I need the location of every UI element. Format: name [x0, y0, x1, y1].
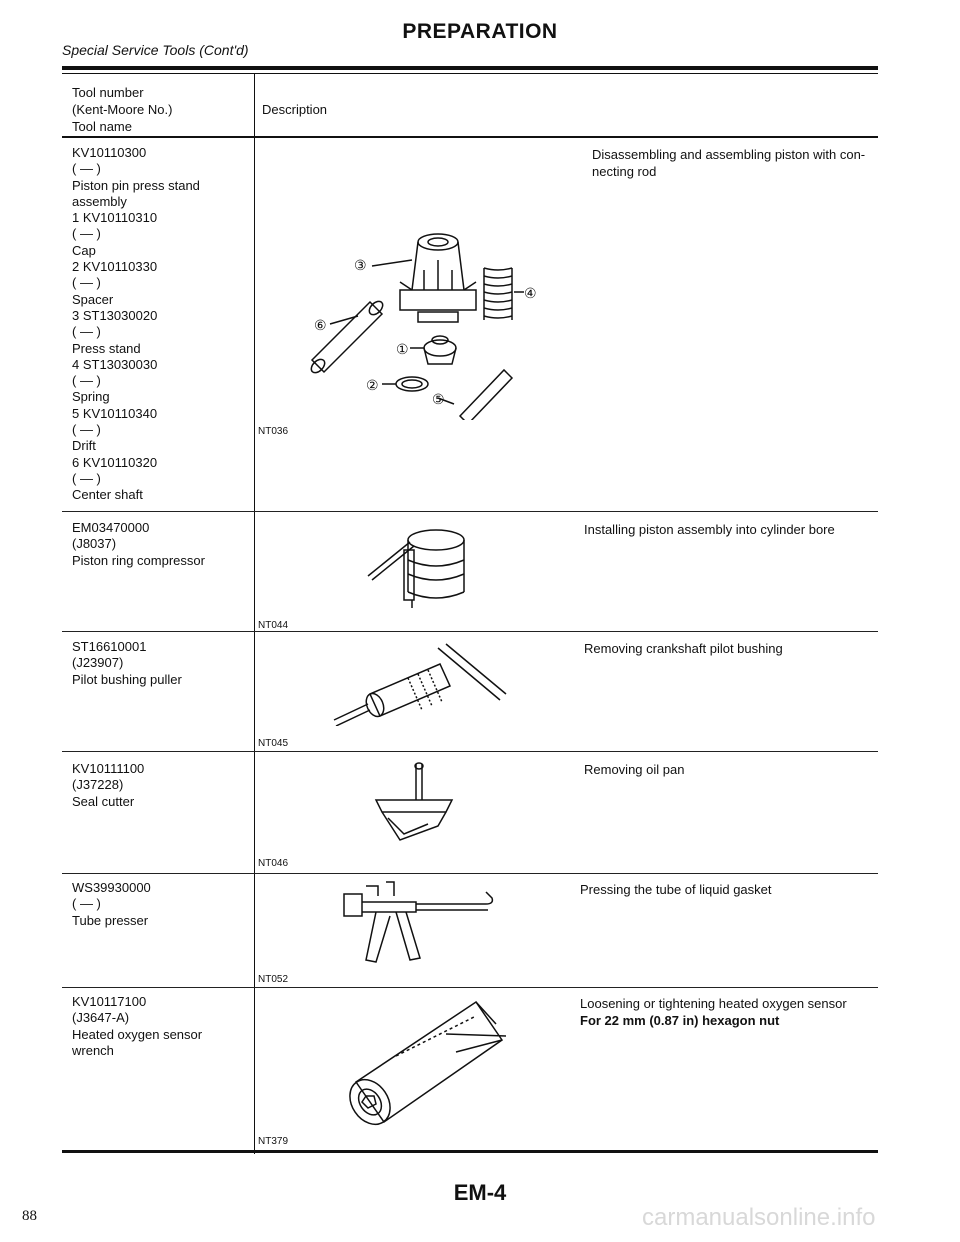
description-line: Loosening or tightening heated oxygen sensor	[580, 996, 847, 1011]
part-number: 4 ST13030030	[72, 356, 158, 372]
tool-row-3-info	[72, 639, 182, 688]
part-name: Drift	[72, 438, 96, 454]
column-header-line: (Kent-Moore No.)	[72, 102, 173, 117]
page-subtitle: Special Service Tools (Cont'd)	[62, 42, 249, 58]
column-divider	[254, 74, 255, 1154]
column-header-line: Tool name	[72, 119, 132, 134]
description-line: Removing oil pan	[584, 762, 685, 777]
tool-row-5-description	[580, 881, 772, 898]
pilot-bushing-puller-illustration	[330, 640, 510, 726]
kent-moore-number: (J37228)	[72, 777, 124, 793]
piston-ring-compressor-illustration	[360, 522, 480, 610]
watermark: carmanualsonline.info	[642, 1204, 876, 1231]
row-divider	[62, 631, 878, 632]
column-header-line: Tool number	[72, 85, 144, 100]
tool-row-1-info	[72, 145, 200, 504]
part-name: Center shaft	[72, 487, 143, 503]
figure-code: NT044	[258, 620, 289, 631]
page-number: 88	[22, 1208, 37, 1224]
callout-5: ⑤	[432, 393, 445, 408]
kent-moore-number: (J8037)	[72, 536, 117, 552]
callout-6: ⑥	[314, 319, 327, 334]
tool-number: KV10111100	[72, 761, 145, 776]
tool-number: KV10117100	[72, 994, 147, 1009]
heated-oxygen-sensor-wrench-illustration	[326, 996, 510, 1130]
row-divider	[62, 511, 878, 512]
header-rule-thin	[62, 73, 878, 74]
tool-row-2-description	[584, 521, 835, 538]
callout-4: ④	[524, 287, 537, 302]
figure-code: NT052	[258, 974, 289, 985]
page-title: PREPARATION	[402, 20, 558, 43]
tool-name: Pilot bushing puller	[72, 671, 182, 687]
tool-name: assembly	[72, 193, 127, 209]
part-number: 6 KV10110320	[72, 454, 158, 470]
tool-name: Piston pin press stand	[72, 177, 200, 193]
description-line: Removing crankshaft pilot bushing	[584, 641, 783, 656]
callout-1: ①	[396, 343, 409, 358]
kent-moore-number: ( — )	[72, 275, 101, 291]
tool-row-6-info	[72, 994, 202, 1059]
tool-row-6-description	[580, 995, 847, 1029]
part-name: Spring	[72, 389, 110, 405]
tool-name: wrench	[72, 1042, 114, 1058]
tool-row-4-description	[584, 761, 684, 778]
tool-row-3-description	[584, 640, 783, 657]
kent-moore-number: ( — )	[72, 324, 101, 340]
part-name: Cap	[72, 242, 96, 258]
part-number: 1 KV10110310	[72, 210, 158, 226]
kent-moore-number: ( — )	[72, 226, 101, 242]
tool-number: EM03470000	[72, 520, 150, 535]
tool-number: WS39930000	[72, 880, 151, 895]
tool-row-4-info	[72, 761, 144, 810]
part-name: Spacer	[72, 291, 114, 307]
kent-moore-number: ( — )	[72, 470, 101, 486]
column-header-tool	[72, 84, 172, 135]
kent-moore-number: (J3647-A)	[72, 1010, 130, 1026]
table-header-rule	[62, 136, 878, 138]
tool-name: Piston ring compressor	[72, 552, 205, 568]
part-number: 2 KV10110330	[72, 259, 158, 275]
kent-moore-number: ( — )	[72, 373, 101, 389]
table-bottom-rule	[62, 1150, 878, 1153]
kent-moore-number: (J23907)	[72, 655, 124, 671]
description-line: necting rod	[592, 164, 657, 179]
part-number: 3 ST13030020	[72, 307, 158, 323]
seal-cutter-illustration	[366, 760, 462, 848]
row-divider	[62, 751, 878, 752]
kent-moore-number: ( — )	[72, 896, 101, 912]
tool-number: KV10110300	[72, 145, 147, 160]
tool-row-5-info	[72, 880, 151, 929]
callout-2: ②	[366, 379, 379, 394]
description-line: Disassembling and assembling piston with con-	[592, 147, 866, 162]
tool-name: Seal cutter	[72, 793, 135, 809]
header-rule	[62, 66, 878, 70]
figure-code: NT046	[258, 858, 289, 869]
part-name: Press stand	[72, 340, 141, 356]
tool-row-1-description	[592, 146, 865, 180]
tool-name: Tube presser	[72, 912, 149, 928]
page-code: EM-4	[453, 1180, 507, 1205]
figure-code: NT045	[258, 738, 289, 749]
kent-moore-number: ( — )	[72, 422, 101, 438]
description-line: Installing piston assembly into cylinder bore	[584, 522, 835, 537]
piston-pin-press-stand-illustration	[300, 220, 540, 420]
description-spec: For 22 mm (0.87 in) hexagon nut	[580, 1013, 780, 1028]
description-line: Pressing the tube of liquid gasket	[580, 882, 772, 897]
tool-row-2-info	[72, 520, 205, 569]
tube-presser-illustration	[336, 872, 496, 970]
row-divider	[62, 987, 878, 988]
part-number: 5 KV10110340	[72, 405, 158, 421]
tool-name: Heated oxygen sensor	[72, 1026, 203, 1042]
kent-moore-number: ( — )	[72, 161, 101, 177]
tool-number: ST16610001	[72, 639, 147, 654]
column-header-description: Description	[262, 102, 328, 117]
figure-code: NT036	[258, 426, 289, 437]
callout-3: ③	[354, 259, 367, 274]
figure-code: NT379	[258, 1136, 289, 1147]
